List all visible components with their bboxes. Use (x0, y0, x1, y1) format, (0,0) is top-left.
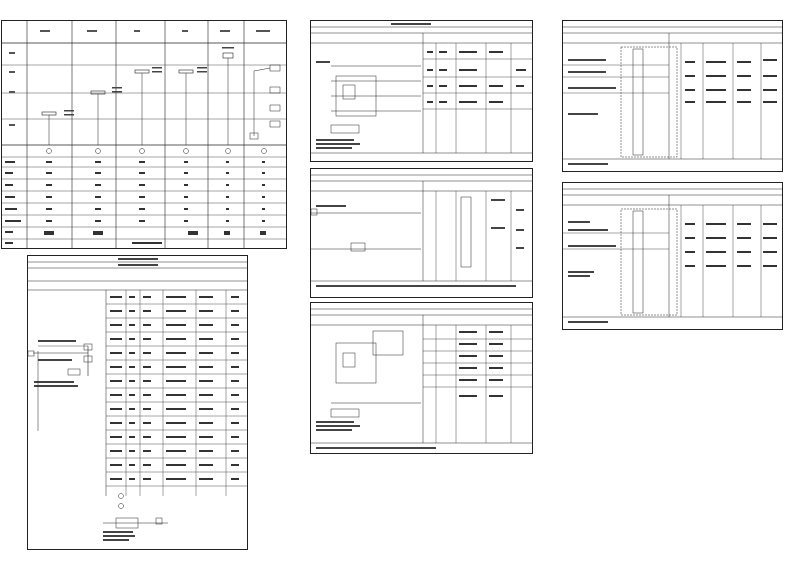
schedule-grid (2, 21, 286, 248)
panel-schematic-2 (311, 21, 532, 161)
panel-schematic-1 (28, 256, 247, 549)
panel-sheet-right-2 (562, 182, 783, 330)
panel-schematic-3 (311, 169, 532, 297)
panel-sheet-middle-1 (310, 20, 533, 162)
panel-schematic-4 (311, 303, 532, 453)
panel-sheet-right-1 (562, 20, 783, 172)
panel-sheet-bottom-left (27, 255, 248, 550)
schedule-sheet-top-left (1, 20, 287, 249)
panel-sheet-middle-3 (310, 302, 533, 454)
panel-sheet-middle-2 (310, 168, 533, 298)
panel-schematic-5 (563, 21, 782, 171)
panel-schematic-6 (563, 183, 782, 329)
